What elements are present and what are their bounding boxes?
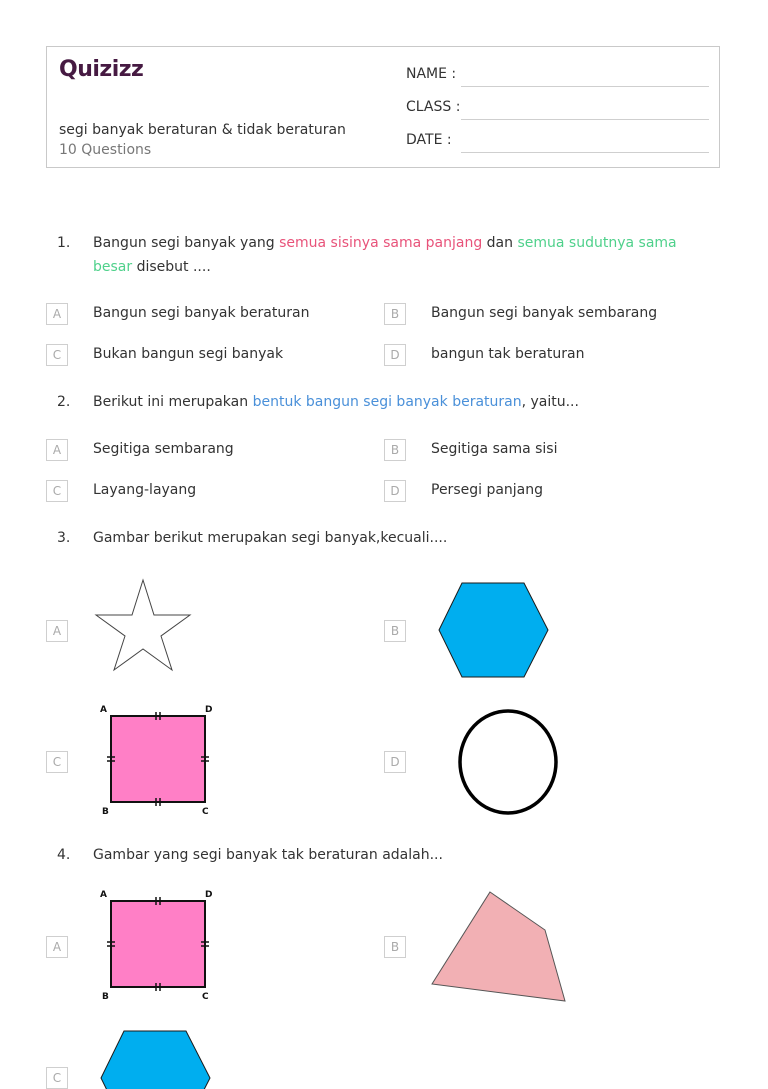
option-letter: B <box>384 439 406 461</box>
hexagon-shape <box>101 1031 210 1089</box>
pink-quadrilateral-figure <box>430 890 570 1005</box>
question-number: 3. <box>57 530 71 546</box>
option-letter: C <box>46 751 68 773</box>
worksheet-header <box>46 46 720 168</box>
option-letter: B <box>384 620 406 642</box>
name-line <box>461 86 709 87</box>
text-segment: , yaitu... <box>521 394 579 410</box>
question-number: 1. <box>57 235 71 251</box>
date-line <box>461 152 709 153</box>
quadrilateral-shape <box>432 892 565 1001</box>
vertex-label: D <box>205 890 213 900</box>
option-letter: C <box>46 480 68 502</box>
pink-square-figure <box>98 700 218 820</box>
star-outline-figure <box>93 578 193 672</box>
question-number: 2. <box>57 394 71 410</box>
blue-hexagon-figure <box>438 582 550 678</box>
question-count: 10 Questions <box>59 142 152 158</box>
highlight-green: semua sudutnya sama besar <box>93 235 677 275</box>
option-text: Segitiga sama sisi <box>431 441 558 457</box>
option-letter: D <box>384 344 406 366</box>
option-letter: D <box>384 480 406 502</box>
circle-shape <box>460 711 556 813</box>
option-text: Segitiga sembarang <box>93 441 234 457</box>
vertex-label: A <box>100 890 107 900</box>
circle-outline-figure <box>456 708 560 816</box>
class-label: CLASS : <box>406 99 461 115</box>
highlight-pink: semua sisinya sama panjang <box>279 235 483 251</box>
option-letter: B <box>384 303 406 325</box>
text-segment: Bangun segi banyak yang <box>93 235 280 251</box>
option-letter: B <box>384 936 406 958</box>
date-label: DATE : <box>406 132 452 148</box>
square-shape <box>111 901 205 987</box>
pink-square-figure <box>98 885 218 1005</box>
question-text <box>93 231 693 279</box>
option-letter: A <box>46 936 68 958</box>
quizizz-logo: Quizizz <box>59 57 144 82</box>
option-text: bangun tak beraturan <box>431 346 585 362</box>
option-letter: C <box>46 1067 68 1089</box>
option-letter: C <box>46 344 68 366</box>
class-line <box>461 119 709 120</box>
vertex-label: B <box>102 807 109 817</box>
highlight-blue: bentuk bangun segi banyak beraturan <box>252 394 522 410</box>
option-text: Layang-layang <box>93 482 197 498</box>
option-text: Bukan bangun segi banyak <box>93 346 284 362</box>
question-text <box>93 390 693 414</box>
hexagon-shape <box>439 583 548 677</box>
vertex-label: B <box>102 992 109 1002</box>
option-letter: A <box>46 439 68 461</box>
option-text: Bangun segi banyak sembarang <box>431 305 658 321</box>
option-letter: A <box>46 620 68 642</box>
question-number: 4. <box>57 847 71 863</box>
text-segment: disebut .... <box>132 259 211 275</box>
star-shape <box>96 580 190 670</box>
text-segment: Berikut ini merupakan <box>93 394 253 410</box>
vertex-label: C <box>202 992 209 1002</box>
option-letter: A <box>46 303 68 325</box>
question-text: Gambar yang segi banyak tak beraturan adalah... <box>93 847 443 863</box>
option-text: Bangun segi banyak beraturan <box>93 305 310 321</box>
text-segment: dan <box>482 235 518 251</box>
vertex-label: A <box>100 705 107 715</box>
question-text: Gambar berikut merupakan segi banyak,kecuali.... <box>93 530 448 546</box>
vertex-label: D <box>205 705 213 715</box>
square-shape <box>111 716 205 802</box>
option-letter: D <box>384 751 406 773</box>
name-label: NAME : <box>406 66 457 82</box>
blue-hexagon-figure <box>100 1030 212 1086</box>
worksheet-title: segi banyak beraturan & tidak beraturan <box>59 122 346 138</box>
vertex-label: C <box>202 807 209 817</box>
option-text: Persegi panjang <box>431 482 544 498</box>
